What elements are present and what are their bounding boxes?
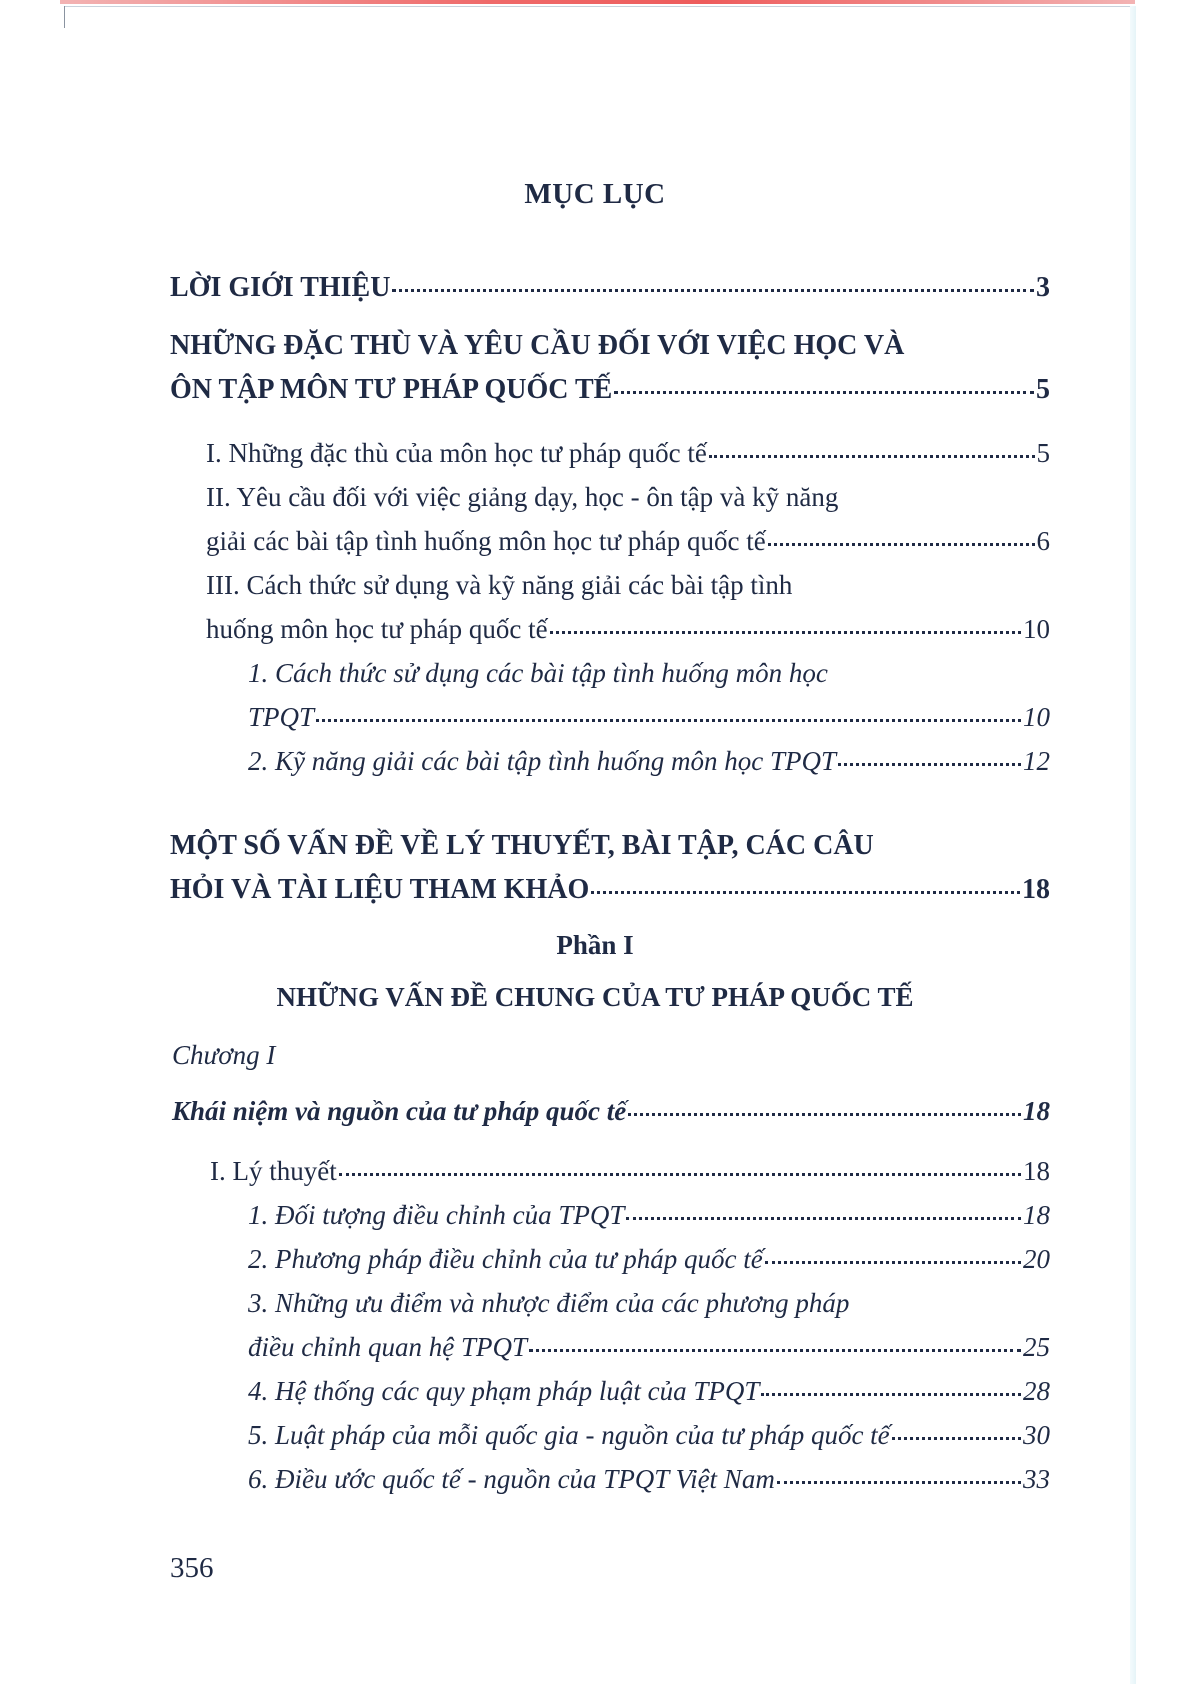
toc-entry-label: 2. Phương pháp điều chỉnh của tư pháp quốc tế [248, 1244, 763, 1274]
toc-entry-a-3-1-line1: 1. Cách thức sử dụng các bài tập tình huống môn học [248, 658, 828, 688]
page-top-edge [60, 0, 1135, 4]
toc-entry-page: 18 [1022, 874, 1050, 905]
dot-leader [838, 763, 1021, 766]
dot-leader [628, 1113, 1021, 1116]
toc-entry-a-1[interactable] [206, 438, 1050, 469]
dot-leader [892, 1437, 1021, 1440]
toc-entry-page: 18 [1023, 1096, 1050, 1126]
dot-leader [339, 1173, 1021, 1176]
toc-entry-page: 20 [1023, 1244, 1050, 1274]
toc-entry-page: 30 [1023, 1420, 1050, 1450]
toc-entry-label: Khái niệm và nguồn của tư pháp quốc tế [172, 1096, 627, 1126]
toc-entry-s-1[interactable] [248, 1200, 1050, 1231]
toc-entry-a-3-1[interactable] [248, 702, 1050, 733]
toc-entry-label: 5. Luật pháp của mỗi quốc gia - nguồn của tư pháp quốc tế [248, 1420, 890, 1450]
toc-entry-part-a[interactable] [170, 374, 1050, 406]
toc-entry-label: TPQT [248, 702, 315, 732]
toc-entry-chapter-1[interactable] [172, 1096, 1050, 1127]
toc-entry-a-3-2[interactable] [248, 746, 1050, 777]
dot-leader [768, 543, 1035, 546]
toc-entry-a-2-line1: II. Yêu cầu đối với việc giảng dạy, học - ôn tập và kỹ năng [206, 482, 839, 512]
dot-leader [529, 1349, 1021, 1352]
toc-entry-a-2[interactable] [206, 526, 1050, 557]
toc-entry-theory[interactable] [210, 1156, 1050, 1187]
dot-leader [316, 719, 1021, 722]
toc-entry-label: LỜI GIỚI THIỆU [170, 272, 391, 303]
toc-entry-page: 6 [1036, 526, 1050, 556]
toc-entry-label: HỎI VÀ TÀI LIỆU THAM KHẢO [170, 874, 590, 905]
part-title: NHỮNG VẤN ĐỀ CHUNG CỦA TƯ PHÁP QUỐC TẾ [276, 982, 914, 1012]
toc-entry-page: 18 [1023, 1200, 1050, 1230]
dot-leader [614, 391, 1034, 394]
toc-entry-page: 25 [1023, 1332, 1050, 1362]
dot-leader [765, 1261, 1021, 1264]
toc-entry-page: 5 [1036, 438, 1050, 468]
part-label: Phần I [556, 930, 634, 960]
toc-entry-s-6[interactable] [248, 1464, 1050, 1495]
toc-entry-intro[interactable] [170, 272, 1050, 304]
toc-entry-a-3-line1: III. Cách thức sử dụng và kỹ năng giải các bài tập tình [206, 570, 793, 600]
toc-entry-s-2[interactable] [248, 1244, 1050, 1275]
toc-entry-label: 2. Kỹ năng giải các bài tập tình huống môn học TPQT [248, 746, 836, 776]
page-right-edge [1130, 6, 1136, 1684]
toc-entry-page: 10 [1023, 614, 1050, 644]
dot-leader [709, 455, 1035, 458]
toc-entry-page: 33 [1023, 1464, 1050, 1494]
toc-entry-s-3-line1: 3. Những ưu điểm và nhược điểm của các phương pháp [248, 1288, 850, 1318]
dot-leader [777, 1481, 1021, 1484]
chapter-label: Chương I [172, 1040, 276, 1070]
toc-entry-a-3[interactable] [206, 614, 1050, 645]
dot-leader [550, 631, 1021, 634]
toc-entry-s-4[interactable] [248, 1376, 1050, 1407]
toc-entry-part-b[interactable] [170, 874, 1050, 906]
toc-entry-label: 6. Điều ước quốc tế - nguồn của TPQT Việt Nam [248, 1464, 775, 1494]
dot-leader [591, 891, 1020, 894]
toc-entry-s-3[interactable] [248, 1332, 1050, 1363]
toc-entry-page: 10 [1023, 702, 1050, 732]
dot-leader [761, 1393, 1021, 1396]
page-top-rule [64, 6, 1132, 7]
toc-entry-page: 5 [1036, 374, 1050, 405]
toc-entry-page: 3 [1036, 272, 1050, 303]
toc-entry-page: 18 [1023, 1156, 1050, 1186]
toc-entry-s-5[interactable] [248, 1420, 1050, 1451]
toc-entry-label: I. Những đặc thù của môn học tư pháp quốc tế [206, 438, 707, 468]
dot-leader [392, 289, 1034, 292]
toc-entry-page: 28 [1023, 1376, 1050, 1406]
toc-entry-label: giải các bài tập tình huống môn học tư pháp quốc tế [206, 526, 766, 556]
page-left-tick [64, 6, 65, 28]
page-number: 356 [170, 1552, 214, 1584]
toc-part-a-line1: NHỮNG ĐẶC THÙ VÀ YÊU CẦU ĐỐI VỚI VIỆC HỌC VÀ [170, 330, 905, 361]
toc-entry-label: 4. Hệ thống các quy phạm pháp luật của TPQT [248, 1376, 760, 1406]
dot-leader [626, 1217, 1021, 1220]
toc-entry-label: điều chỉnh quan hệ TPQT [248, 1332, 527, 1362]
toc-entry-label: 1. Đối tượng điều chỉnh của TPQT [248, 1200, 625, 1230]
toc-part-b-line1: MỘT SỐ VẤN ĐỀ VỀ LÝ THUYẾT, BÀI TẬP, CÁC CÂU [170, 830, 874, 861]
page-title: MỤC LỤC [524, 178, 666, 210]
toc-entry-page: 12 [1023, 746, 1050, 776]
toc-entry-label: I. Lý thuyết [210, 1156, 337, 1186]
toc-entry-label: huống môn học tư pháp quốc tế [206, 614, 548, 644]
toc-entry-label: ÔN TẬP MÔN TƯ PHÁP QUỐC TẾ [170, 374, 613, 405]
